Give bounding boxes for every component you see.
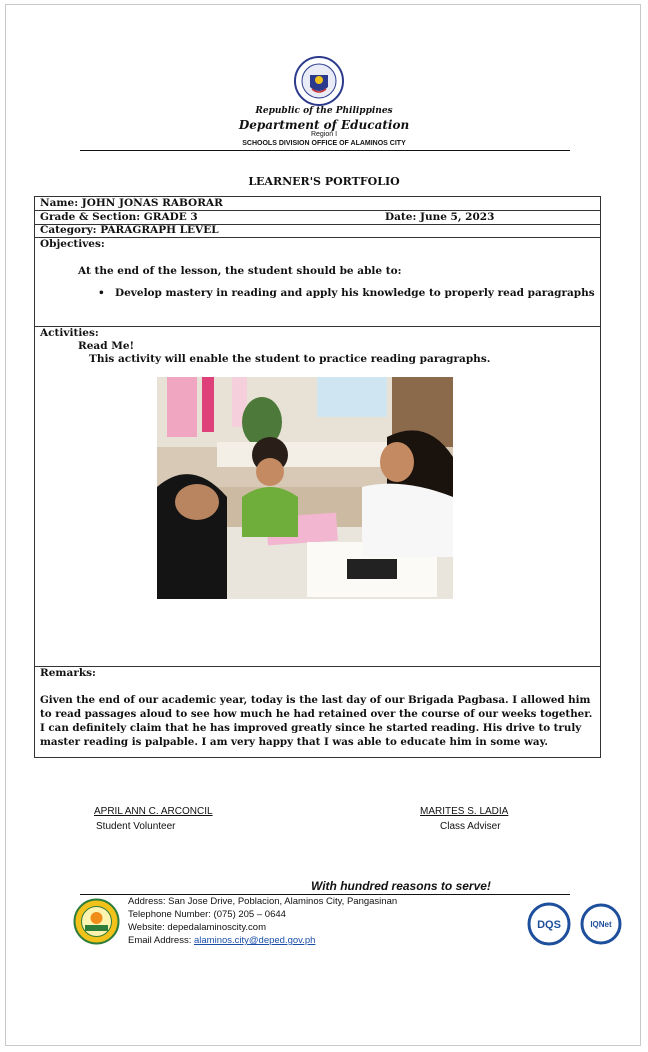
activity-title: Read Me! bbox=[78, 340, 135, 352]
email-label: Email Address: bbox=[128, 935, 194, 946]
deped-seal-logo bbox=[294, 56, 344, 106]
iqnet-certification-icon bbox=[580, 902, 622, 946]
grade-section: Grade & Section: GRADE 3 bbox=[40, 211, 198, 223]
objectives-label: Objectives: bbox=[40, 238, 105, 250]
footer-telephone: Telephone Number: (075) 205 – 0644 bbox=[128, 909, 286, 920]
objectives-section bbox=[35, 238, 600, 327]
dqs-certification-icon bbox=[524, 902, 574, 946]
email-link[interactable]: alaminos.city@deped.gov.ph bbox=[194, 935, 316, 946]
category-value: Category: PARAGRAPH LEVEL bbox=[40, 224, 219, 236]
activities-label: Activities: bbox=[40, 327, 99, 339]
objectives-intro: At the end of the lesson, the student should be able to: bbox=[78, 265, 402, 277]
remarks-text: Given the end of our academic year, today is the last day of our Brigada Pagbasa. I allowed him to read passages aloud to see how much he had retained over the course of our weeks together. I can definitely claim that he has improved greatly since he started reading. His drive to truly master reading is palpable. I am very happy that I was able to educate him in some way. bbox=[40, 694, 593, 748]
category-row bbox=[35, 225, 600, 238]
sdo-alaminos-logo bbox=[73, 898, 120, 945]
activity-photo bbox=[157, 377, 453, 599]
footer-divider bbox=[80, 894, 570, 895]
learner-name: Name: JOHN JONAS RABORAR bbox=[40, 197, 223, 209]
activity-description: This activity will enable the student to practice reading paragraphs. bbox=[89, 353, 491, 365]
objective-item: Develop mastery in reading and apply his knowledge to properly read paragraphs bbox=[115, 287, 595, 299]
remarks-label: Remarks: bbox=[40, 667, 96, 679]
region-label: Region I bbox=[310, 131, 338, 138]
division-label: SCHOOLS DIVISION OFFICE OF ALAMINOS CITY bbox=[242, 140, 406, 147]
header-divider bbox=[80, 150, 570, 151]
page-title: LEARNER'S PORTFOLIO bbox=[248, 175, 400, 188]
volunteer-role: Student Volunteer bbox=[96, 821, 176, 832]
bullet-marker: • bbox=[98, 287, 105, 299]
footer-address: Address: San Jose Drive, Poblacion, Alaminos City, Pangasinan bbox=[128, 896, 398, 907]
grade-row bbox=[35, 211, 600, 225]
republic-heading: Republic of the Philippines bbox=[255, 106, 393, 116]
adviser-role: Class Adviser bbox=[440, 821, 501, 832]
motto: With hundred reasons to serve! bbox=[311, 879, 491, 893]
svg-text:IQNet: IQNet bbox=[590, 920, 612, 929]
name-row bbox=[35, 197, 600, 211]
volunteer-name: APRIL ANN C. ARCONCIL bbox=[94, 806, 213, 817]
footer-email bbox=[128, 935, 315, 946]
adviser-name: MARITES S. LADIA bbox=[420, 806, 509, 817]
footer-website: Website: depedalaminoscity.com bbox=[128, 922, 266, 933]
svg-text:DQS: DQS bbox=[537, 919, 561, 931]
department-heading: Department of Education bbox=[238, 118, 410, 132]
date-value: Date: June 5, 2023 bbox=[385, 211, 495, 223]
